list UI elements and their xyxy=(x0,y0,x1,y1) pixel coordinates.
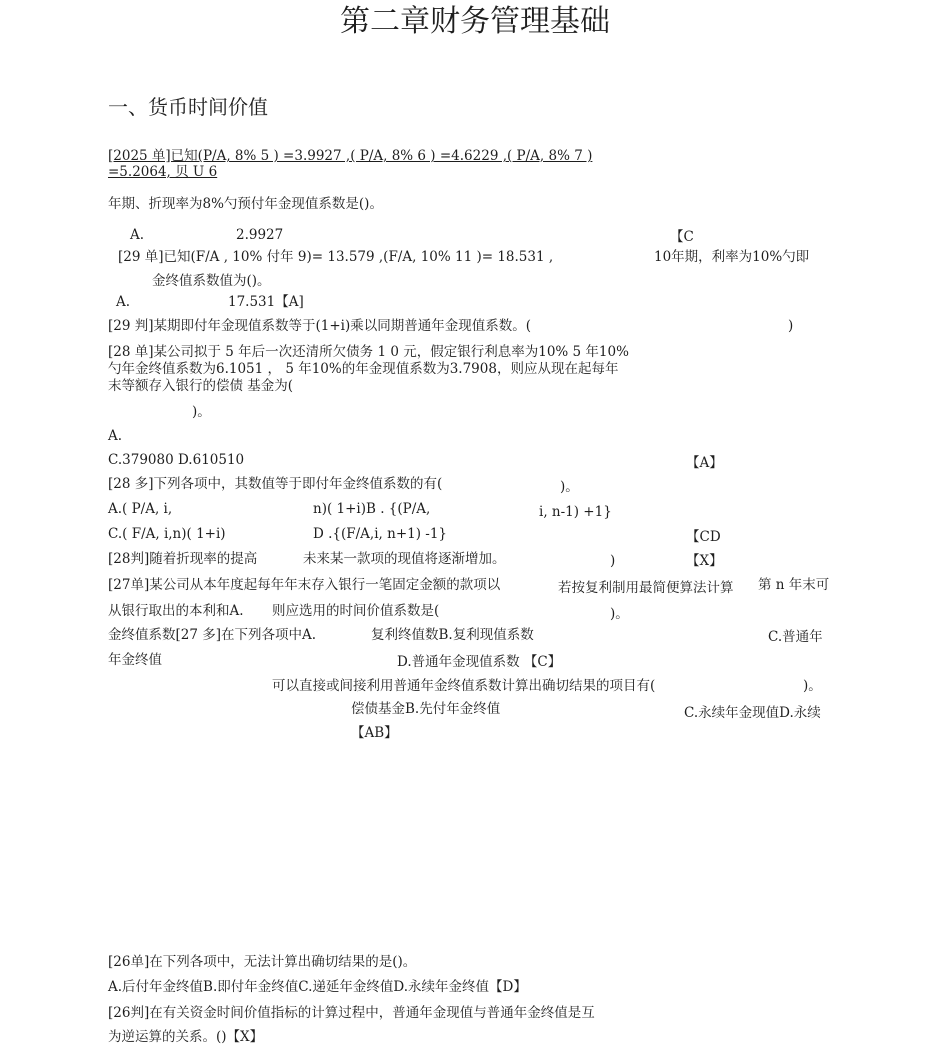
text-line: 勺年金终值系数为6.1051 ， 5 年10%的年金现值系数为3.7908，则应从现在起每年 xyxy=(108,361,619,377)
text-line: A.后付年金终值B.即付年金终值C.递延年金终值D.永续年金终值【D】 xyxy=(108,979,527,995)
text-line: C.( F/A, i,n)( 1+i) xyxy=(108,526,226,542)
text-line: [27单]某公司从本年度起每年年末存入银行一笔固定金额的款项以 xyxy=(108,577,501,593)
text-line: 末等额存入银行的偿债 基金为( xyxy=(108,378,294,394)
text-line: [28判]随着折现率的提高 xyxy=(108,551,258,567)
text-line: 可以直接或间接利用普通年金终值系数计算出确切结果的项目有( xyxy=(272,678,656,694)
text-line: 未来某一款项的现值将逐渐增加。 xyxy=(303,551,506,567)
text-line: 【CD xyxy=(686,529,721,545)
page-title: 第二章财务管理基础 xyxy=(340,4,610,39)
text-line: 第 n 年末可 xyxy=(758,577,830,593)
text-line: 金终值系数[27 多]在下列各项中A. xyxy=(108,627,317,643)
text-line: 年金终值 xyxy=(108,652,162,668)
text-line: ) xyxy=(788,318,794,334)
text-line: )。 xyxy=(803,678,822,694)
text-line: )。 xyxy=(192,404,211,420)
text-line: A.( P/A, i, xyxy=(108,501,173,517)
text-line: 【A】 xyxy=(686,455,723,471)
text-line: A. xyxy=(116,294,131,310)
text-line: [28 多]下列各项中，其数值等于即付年金终值系数的有( xyxy=(108,476,443,492)
text-line: )。 xyxy=(560,479,579,495)
text-line: 则应选用的时间价值系数是( xyxy=(272,603,440,619)
text-line: 【X】 xyxy=(686,553,723,569)
text-line: ) xyxy=(610,553,616,569)
text-line: C.379080 D.610510 xyxy=(108,452,245,468)
text-line: 金终值系数值为()。 xyxy=(152,273,271,289)
text-line: 2.9927 xyxy=(236,227,284,243)
text-line: D .{(F/A,i, n+1) -1} xyxy=(313,526,448,542)
text-line: C.永续年金现值D.永续 xyxy=(684,705,821,721)
text-line: [26单]在下列各项中，无法计算出确切结果的是()。 xyxy=(108,954,417,970)
text-line: 复利终值数B.复利现值系数 xyxy=(371,627,534,643)
text-line: A. xyxy=(130,227,145,243)
text-line: A. xyxy=(108,428,123,444)
text-line: D.普通年金现值系数 【C】 xyxy=(397,654,562,670)
text-line: [26判]在有关资金时间价值指标的计算过程中，普通年金现值与普通年金终值是互 xyxy=(108,1005,595,1021)
text-line: C.普通年 xyxy=(768,629,823,645)
text-line: 【AB】 xyxy=(351,725,398,741)
text-line: n)( 1+i)B . {(P/A, xyxy=(313,501,431,517)
text-line: [28 单]某公司拟于 5 年后一次还清所欠债务 1 0 元，假定银行利息率为10% 5 年10% xyxy=(108,344,629,360)
text-line: 若按复利制用最简便算法计算 xyxy=(558,580,734,596)
text-line: [29 判]某期即付年金现值系数等于(1+i)乘以同期普通年金现值系数。( xyxy=(108,318,532,334)
text-line: )。 xyxy=(610,606,629,622)
text-line: 10年期，利率为10%勺即 xyxy=(654,249,810,265)
section-heading: 一、货币时间价值 xyxy=(108,95,268,119)
text-line: [29 单]已知(F/A , 10% 付年 9)= 13.579 ,(F/A, 10% 11 )= 18.531 , xyxy=(118,249,554,265)
text-line: 从银行取出的本利和A. xyxy=(108,603,244,619)
text-line: 17.531【A] xyxy=(228,294,304,310)
text-line: [2025 单]已知(P/A, 8% 5 ) =3.9927 ,( P/A, 8% 6 ) =4.6229 ,( P/A, 8% 7 ) xyxy=(108,148,593,164)
text-line: 为逆运算的关系。()【X】 xyxy=(108,1029,264,1045)
text-line: 【C xyxy=(670,229,694,245)
text-line: =5.2064, 贝 U 6 xyxy=(108,164,218,180)
text-line: 年期、折现率为8%勺预付年金现值系数是()。 xyxy=(108,196,383,212)
text-line: i, n-1) +1} xyxy=(539,504,612,520)
text-line: 偿债基金B.先付年金终值 xyxy=(351,701,501,717)
